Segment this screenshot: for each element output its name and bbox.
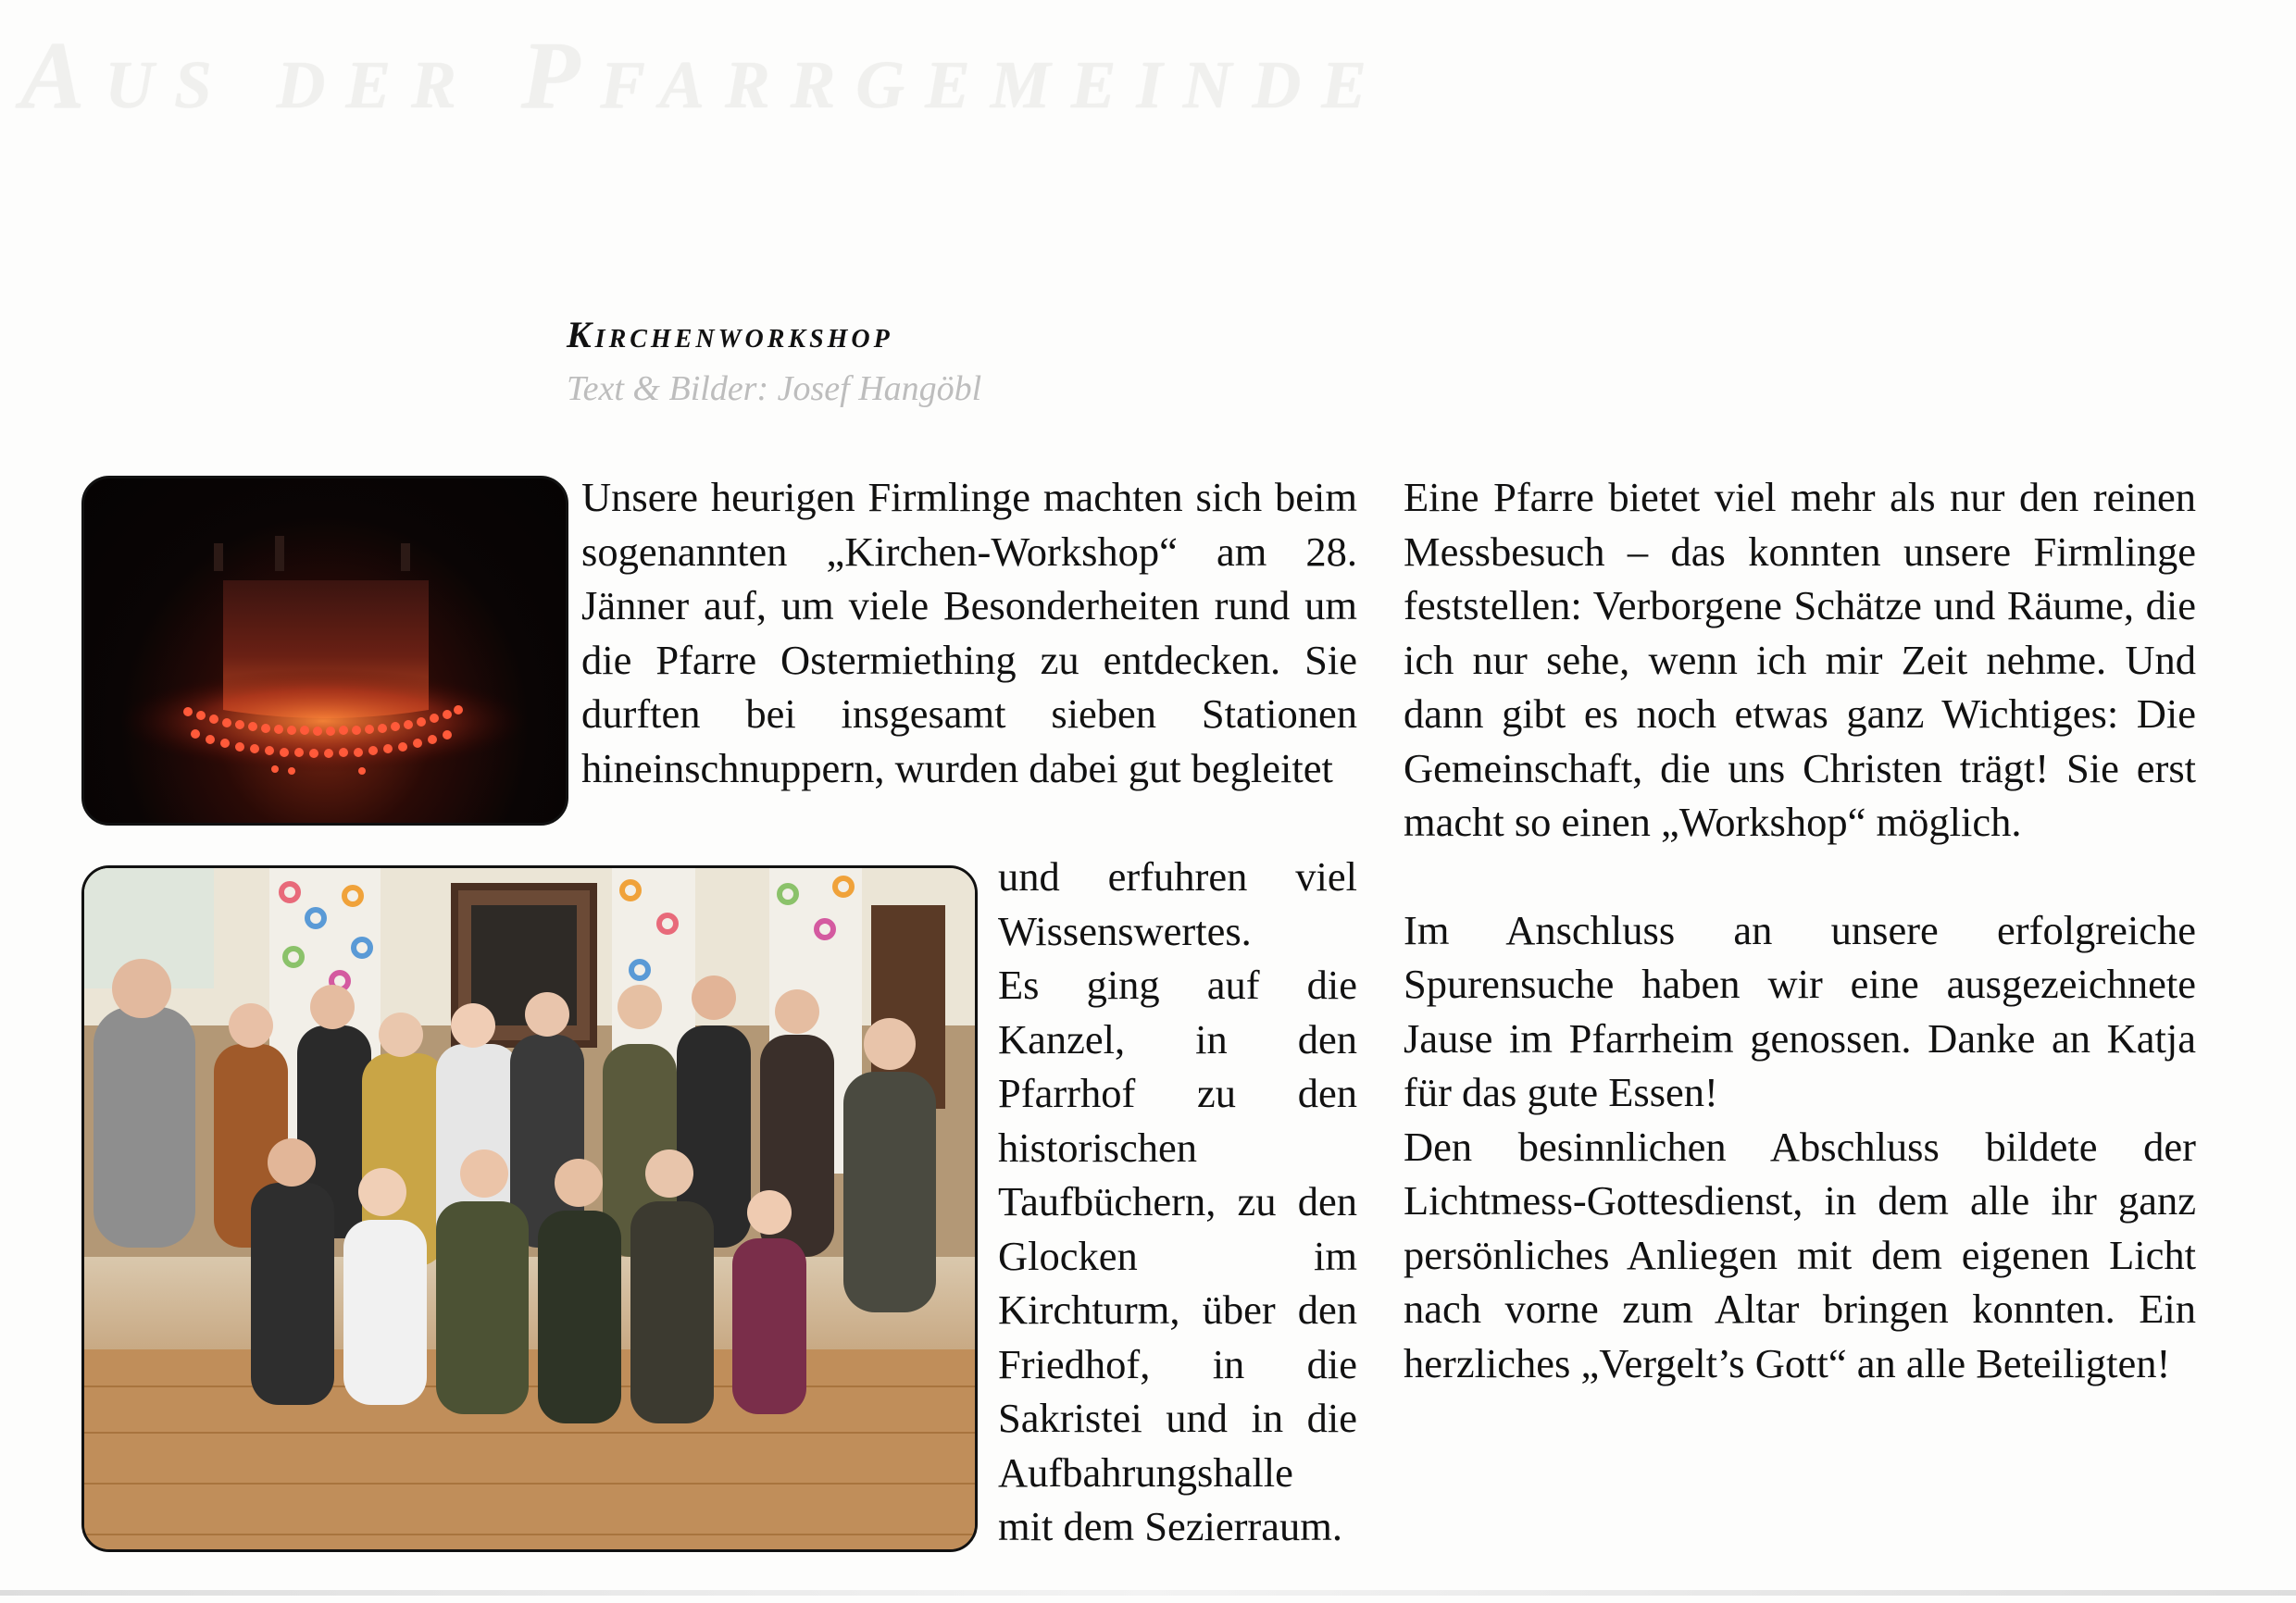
candles-photo-graphic (84, 478, 566, 823)
column-b-paragraph-3: Den besinnlichen Abschluss bildete der Lichtmess-Gottesdienst, in dem alle ihr ganz persönliches Anliegen mit dem eigenen Licht nach vorne zum Altar bringen konnten. Ein herzliches „Vergelt’s Gott“ an alle Beteiligten! (1404, 1123, 2196, 1386)
column-b-paragraph-2: Im Anschluss an unsere erfolgreiche Spurensuche haben wir eine ausgezeichnete Jause im Pfarrheim genossen. Danke an Katja für das gute Essen! (1404, 906, 2196, 1115)
column-a-top-text (581, 470, 1357, 795)
article-title: Kirchenworkshop (567, 314, 893, 355)
article-byline: Text & Bilder: Josef Hangöbl (567, 369, 982, 408)
column-b-paragraph-1: Eine Pfarre bietet viel mehr als nur den reinen Messbesuch – das konnten unsere Firmlinge feststellen: Verborgene Schätze und Räume, die ich nur sehe, wenn ich mir Zeit nehme. Und dann gibt es noch etwas ganz Wichtiges: Die Gemeinschaft, die uns Christen trägt! Sie erst macht so einen „Workshop“ möglich. (1404, 474, 2196, 845)
group-photo-graphic (84, 868, 975, 1549)
group-photo (81, 865, 978, 1552)
paragraph-gap (1404, 850, 2196, 903)
column-a-bottom-text (998, 850, 1357, 1554)
column-a-paragraph-1: Unsere heurigen Firmlinge machten sich beim sogenannten „Kirchen-Workshop“ am 28. Jänner auf, um viele Besonderheiten rund um die Pfarre Ostermiething zu entdecken. Sie durften bei insgesamt sieben Stationen hineinschnuppern, wurden dabei gut begleitet (581, 474, 1357, 791)
column-a-paragraph-1-end: und erfuhren viel Wissenswertes. (998, 853, 1357, 954)
candles-photo (81, 476, 568, 826)
column-a-paragraph-2: Es ging auf die Kanzel, in den Pfarrhof zu den historischen Taufbüchern, zu den Glocken im Kirchturm, über den Friedhof, in die Sakristei und in die Aufbahrungshalle mit dem Sezierraum. (998, 962, 1357, 1549)
section-header: Aus der Pfarrgemeinde (20, 22, 1387, 129)
page-bottom-edge (0, 1590, 2296, 1596)
column-b-text (1404, 470, 2196, 1390)
